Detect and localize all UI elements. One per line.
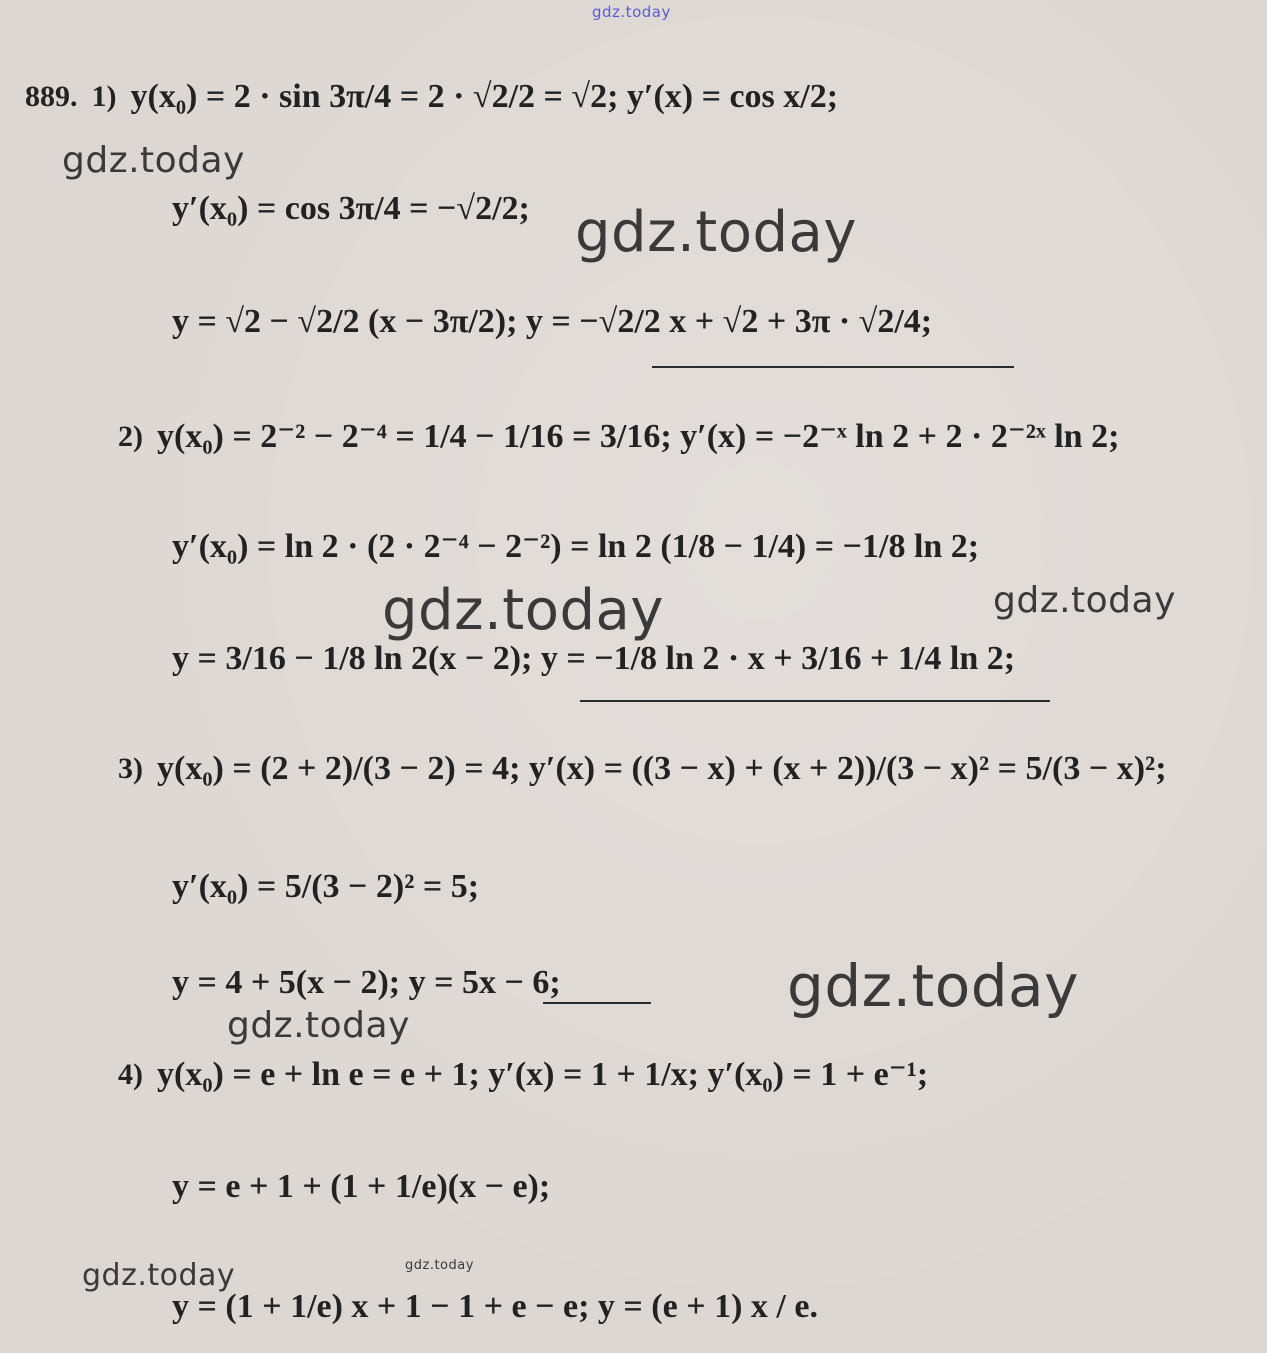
watermark: gdz.today (993, 580, 1176, 621)
equation-line: y = √2 − √2/2 (x − 3π/2); y = −√2/2 x + √2 + 3π · √2/4; (172, 303, 933, 340)
equation-line: y = (1 + 1/e) x + 1 − 1 + e − e; y = (e + 1) x / e. (172, 1288, 818, 1325)
watermark: gdz.today (382, 578, 665, 643)
equation-row (172, 1170, 550, 1204)
equation-row (172, 1290, 818, 1324)
equation-line: y′(x₀) = 5/(3 − 2)² = 5; (172, 868, 480, 905)
watermark-top: gdz.today (592, 3, 671, 21)
equation-row (172, 530, 979, 564)
answer-underline (580, 700, 1050, 702)
equation-row (172, 966, 561, 1000)
watermark: gdz.today (787, 952, 1079, 1020)
problem-number: 889. (25, 80, 78, 113)
equation-row (172, 642, 1015, 676)
equation-row (118, 420, 1119, 454)
equation-line: y(x₀) = 2⁻² − 2⁻⁴ = 1/4 − 1/16 = 3/16; y′(x) = −2⁻ˣ ln 2 + 2 · 2⁻²ˣ ln 2; (157, 418, 1120, 455)
watermark: gdz.today (405, 1258, 474, 1273)
equation-row (118, 752, 1167, 786)
part-label: 4) (118, 1058, 143, 1091)
equation-row (172, 192, 530, 226)
part-label: 2) (118, 420, 143, 453)
equation-line: y = 4 + 5(x − 2); y = 5x − 6; (172, 964, 561, 1001)
watermark: gdz.today (575, 200, 858, 265)
equation-line: y(x₀) = 2 · sin 3π/4 = 2 · √2/2 = √2; y′(x) = cos x/2; (130, 78, 839, 115)
watermark: gdz.today (62, 140, 245, 181)
equation-row (118, 1058, 928, 1092)
equation-row (172, 305, 932, 339)
answer-underline (543, 1002, 651, 1004)
problem-header-row (25, 80, 838, 114)
answer-underline (652, 366, 1014, 368)
equation-line: y = e + 1 + (1 + 1/e)(x − e); (172, 1168, 551, 1205)
part-label: 1) (91, 80, 117, 113)
equation-line: y′(x₀) = cos 3π/4 = −√2/2; (172, 190, 530, 227)
watermark: gdz.today (227, 1005, 410, 1046)
equation-line: y(x₀) = (2 + 2)/(3 − 2) = 4; y′(x) = ((3 − x) + (x + 2))/(3 − x)² = 5/(3 − x)²; (157, 750, 1167, 787)
equation-line: y(x₀) = e + ln e = e + 1; y′(x) = 1 + 1/x; y′(x₀) = 1 + e⁻¹; (157, 1056, 929, 1093)
equation-row (172, 870, 479, 904)
part-label: 3) (118, 752, 143, 785)
watermark: gdz.today (82, 1258, 236, 1293)
equation-line: y′(x₀) = ln 2 · (2 · 2⁻⁴ − 2⁻²) = ln 2 (1/8 − 1/4) = −1/8 ln 2; (172, 528, 980, 565)
equation-line: y = 3/16 − 1/8 ln 2(x − 2); y = −1/8 ln 2 · x + 3/16 + 1/4 ln 2; (172, 640, 1016, 677)
